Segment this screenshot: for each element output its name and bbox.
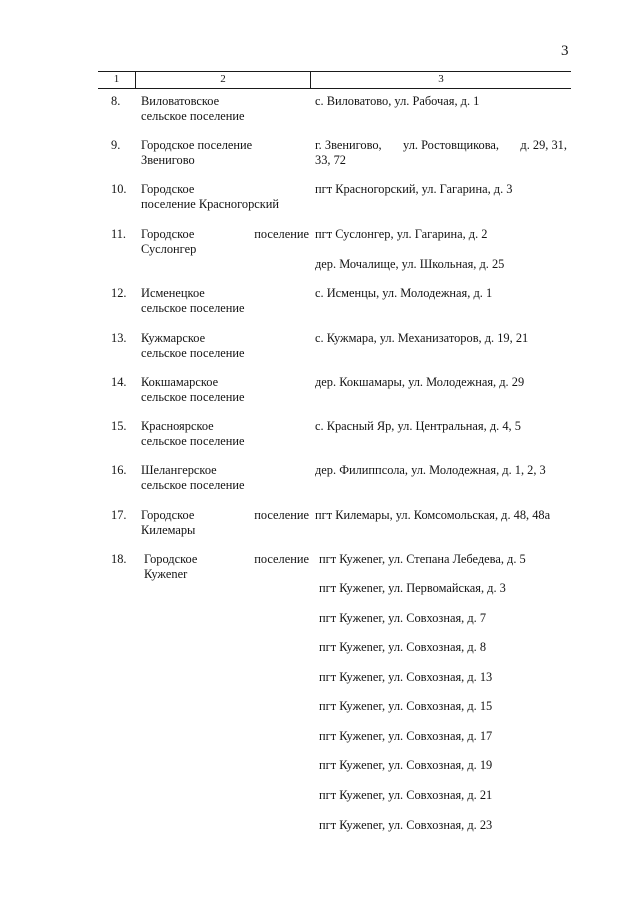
address-line: пгт Кужener, ул. Совхозная, д. 8 bbox=[319, 640, 487, 654]
settlement-name-word: Городское bbox=[141, 508, 195, 522]
address-part: ул. Ростовщикова, bbox=[403, 138, 500, 152]
address-part: г. Звенигово, bbox=[315, 138, 382, 152]
settlement-name-line: сельское поселение bbox=[141, 346, 245, 360]
address-line: с. Красный Яр, ул. Центральная, д. 4, 5 bbox=[315, 419, 521, 433]
row-number: 14. bbox=[111, 375, 127, 389]
settlement-name bbox=[141, 419, 309, 449]
settlement-name-line: Кужener bbox=[144, 567, 188, 581]
settlement-name-line bbox=[141, 227, 309, 242]
address-line: пгт Кужener, ул. Совхозная, д. 15 bbox=[319, 699, 493, 713]
settlement-name-word: поселение bbox=[254, 508, 309, 522]
settlement-name-line: Кокшамарское bbox=[141, 375, 219, 389]
row-number: 13. bbox=[111, 331, 127, 345]
row-number: 17. bbox=[111, 508, 127, 522]
address-line: дер. Кокшамары, ул. Молодежная, д. 29 bbox=[315, 375, 525, 389]
header-bottom-rule bbox=[98, 88, 571, 89]
settlement-name-line: поселение Красногорский bbox=[141, 197, 280, 211]
address-line: пгт Кужener, ул. Первомайская, д. 3 bbox=[319, 581, 506, 595]
settlement-name-line: Виловатовское bbox=[141, 94, 220, 108]
settlement-name-line: Красноярское bbox=[141, 419, 214, 433]
row-number: 15. bbox=[111, 419, 127, 433]
address-line: с. Кужмара, ул. Механизаторов, д. 19, 21 bbox=[315, 331, 529, 345]
settlement-name bbox=[141, 138, 309, 168]
settlement-name bbox=[141, 331, 309, 361]
address-line: пгт Кужener, ул. Степана Лебедева, д. 5 bbox=[319, 552, 526, 566]
settlement-name-line: сельское поселение bbox=[141, 478, 245, 492]
settlement-name-line: сельское поселение bbox=[141, 109, 245, 123]
settlement-name-word: Городское bbox=[144, 552, 198, 566]
row-number: 18. bbox=[111, 552, 127, 566]
settlement-name-line: сельское поселение bbox=[141, 301, 245, 315]
settlement-name-line: Звенигово bbox=[141, 153, 195, 167]
address-line: пгт Кужener, ул. Совхозная, д. 21 bbox=[319, 788, 493, 802]
settlement-name-line: сельское поселение bbox=[141, 434, 245, 448]
settlement-name-word: поселение bbox=[254, 227, 309, 241]
settlement-name-word: поселение bbox=[254, 552, 309, 566]
settlement-name-line: сельское поселение bbox=[141, 390, 245, 404]
row-number: 8. bbox=[111, 94, 121, 108]
address-line: пгт Кужener, ул. Совхозная, д. 13 bbox=[319, 670, 493, 684]
settlement-name bbox=[141, 227, 309, 257]
settlement-name bbox=[141, 508, 309, 538]
address-line bbox=[315, 138, 567, 153]
settlement-name-line bbox=[144, 552, 309, 567]
address-line: дер. Филиппсола, ул. Молодежная, д. 1, 2, 3 bbox=[315, 463, 546, 477]
header-col-1: 1 bbox=[113, 73, 120, 85]
address-line: дер. Мочалище, ул. Школьная, д. 25 bbox=[315, 257, 505, 271]
settlement-name bbox=[141, 94, 309, 124]
settlement-name-line: Городское поселение bbox=[141, 138, 253, 152]
settlement-name-line: Кужмарское bbox=[141, 331, 206, 345]
row-number: 12. bbox=[111, 286, 127, 300]
settlement-name-line bbox=[141, 508, 309, 523]
row-number: 16. bbox=[111, 463, 127, 477]
row-number: 9. bbox=[111, 138, 121, 152]
settlement-name bbox=[141, 375, 309, 405]
header-top-rule bbox=[98, 71, 571, 72]
header-col-3: 3 bbox=[438, 73, 444, 85]
address-line: пгт Килемары, ул. Комсомольская, д. 48, 48а bbox=[315, 508, 551, 522]
settlement-name bbox=[141, 182, 309, 212]
address-line: пгт Кужener, ул. Совхозная, д. 7 bbox=[319, 611, 487, 625]
settlement-name-line: Исменецкое bbox=[141, 286, 205, 300]
settlement-name-line: Шелангерское bbox=[141, 463, 217, 477]
settlement-name-word: Городское bbox=[141, 227, 195, 241]
row-number: 10. bbox=[111, 182, 127, 196]
page-number: 3 bbox=[561, 43, 569, 59]
row-number: 11. bbox=[111, 227, 127, 241]
settlement-name bbox=[144, 552, 309, 582]
address-line: пгт Кужener, ул. Совхозная, д. 17 bbox=[319, 729, 493, 743]
settlement-name-line: Килемары bbox=[141, 523, 196, 537]
address-line: пгт Кужener, ул. Совхозная, д. 19 bbox=[319, 758, 493, 772]
address-line: пгт Кужener, ул. Совхозная, д. 23 bbox=[319, 818, 493, 832]
settlement-name bbox=[141, 286, 309, 316]
settlement-name-line: Суслонгер bbox=[141, 242, 197, 256]
address-line: с. Виловатово, ул. Рабочая, д. 1 bbox=[315, 94, 480, 108]
header-col-2: 2 bbox=[220, 73, 226, 85]
address-line: пгт Красногорский, ул. Гагарина, д. 3 bbox=[315, 182, 513, 196]
address-line: пгт Суслонгер, ул. Гагарина, д. 2 bbox=[315, 227, 488, 241]
settlement-name bbox=[141, 463, 309, 493]
address-part: д. 29, 31, bbox=[520, 138, 567, 152]
address-line: 33, 72 bbox=[315, 153, 346, 167]
settlement-name-line: Городское bbox=[141, 182, 195, 196]
address-line: с. Исменцы, ул. Молодежная, д. 1 bbox=[315, 286, 493, 300]
